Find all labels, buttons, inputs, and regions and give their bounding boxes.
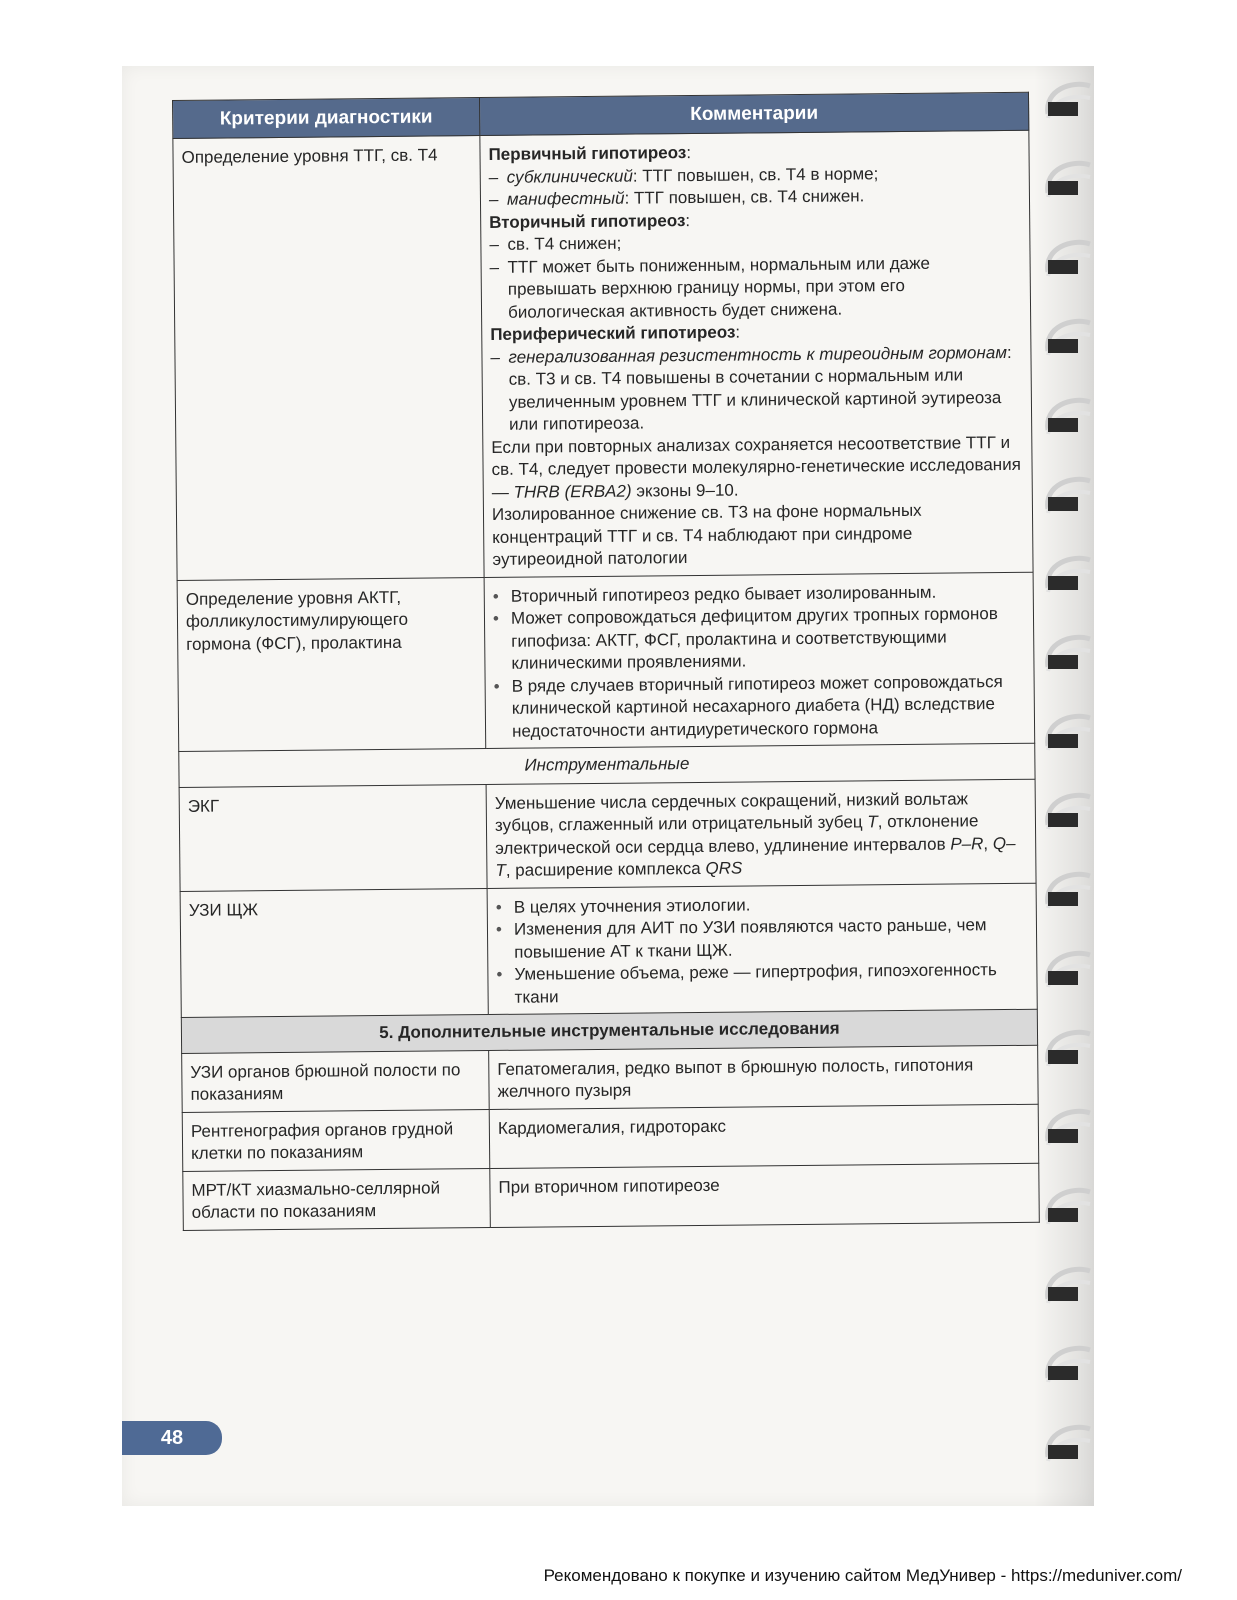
binding-ring	[1048, 400, 1090, 434]
list-item: • Изменения для АИТ по УЗИ появляются часто раньше, чем повышение АТ к ткани ЩЖ.	[495, 915, 987, 962]
binding-ring	[1048, 479, 1090, 513]
binding-ring	[1048, 953, 1090, 987]
binding-ring	[1048, 1032, 1090, 1066]
list-item: • В ряде случаев вторичный гипотиреоз может сопровождаться клинической картиной несахарного диабета (НД) вследствие недостаточности антидиуретического гормона	[493, 671, 1003, 741]
comment-cell	[480, 130, 1033, 577]
list-item: • Уменьшение объема, реже — гипертрофия, гипоэхогенность ткани	[496, 960, 997, 1007]
binding-ring	[1048, 716, 1090, 750]
comment-cell: Кардиомегалия, гидроторакс	[489, 1104, 1039, 1168]
criterion-text: УЗИ ЩЖ	[188, 899, 259, 920]
comment-cell: При вторичном гипотиреозе	[490, 1163, 1040, 1227]
criterion-cell	[173, 136, 484, 580]
criterion-cell: УЗИ органов брюшной полости по показаниям	[182, 1050, 490, 1112]
table-row	[173, 130, 1033, 580]
criterion-cell: МРТ/КТ хиазмально-селлярной области по показаниям	[183, 1168, 491, 1230]
criterion-text: ЭКГ	[187, 796, 220, 816]
euthyroid-note: Изолированное снижение св. Т3 на фоне нормальных концентраций ТТГ и св. Т4 наблюдают при синдроме эутиреоидной патологии	[491, 500, 922, 569]
list-item: – манифестный: ТТГ повышен, св. Т4 снижен.	[488, 186, 865, 209]
instrumental-subheading: Инструментальные	[179, 743, 1035, 787]
binding-ring	[1048, 795, 1090, 829]
comment-cell	[487, 883, 1037, 1015]
binding-ring	[1048, 1348, 1090, 1382]
binding-ring	[1048, 321, 1090, 355]
column-header-comments: Комментарии	[479, 92, 1028, 135]
list-item: – субклинический: ТТГ повышен, св. Т4 в норме;	[488, 163, 879, 187]
binding-ring	[1048, 1427, 1090, 1461]
criterion-cell: Рентгенография органов грудной клетки по показаниям	[182, 1109, 490, 1171]
table-row	[182, 1104, 1039, 1171]
table-row	[177, 572, 1035, 752]
diagnostics-table	[172, 92, 1040, 1231]
column-header-criteria: Критерии диагностики	[173, 98, 480, 139]
peripheral-hypothyroidism-title: Периферический гипотиреоз:	[490, 322, 741, 344]
criterion-cell	[179, 784, 487, 891]
comment-cell: Уменьшение числа сердечных сокращений, низкий вольтаж зубцов, сглаженный или отрицательный зубец T, отклонение электрической оси сердца влево, удлинение интервалов P–R, Q–T, расширение комплекса QRS	[486, 779, 1036, 888]
table-row	[179, 779, 1036, 891]
comment-cell: Гепатомегалия, редко выпот в брюшную полость, гипотония желчного пузыря	[489, 1045, 1039, 1109]
binding-ring	[1048, 1190, 1090, 1224]
spiral-binding	[1042, 70, 1092, 1500]
bullet-list	[496, 891, 1029, 1009]
binding-ring	[1048, 242, 1090, 276]
page-number-badge: 48	[122, 1421, 222, 1455]
table-row	[183, 1163, 1040, 1230]
secondary-hypothyroidism-title: Вторичный гипотиреоз:	[489, 210, 691, 232]
binding-ring	[1048, 558, 1090, 592]
criterion-text: Определение уровня ТТГ, св. Т4	[181, 145, 438, 167]
table-row	[182, 1045, 1039, 1112]
list-item: – св. Т4 снижен;	[489, 233, 622, 254]
binding-ring	[1048, 874, 1090, 908]
table-row	[180, 883, 1037, 1018]
binding-ring	[1048, 1111, 1090, 1145]
list-item: • Может сопровождаться дефицитом других тропных гормонов гипофиза: АКТГ, ФСГ, пролактина и соответствующими клиническими проявлениями.	[492, 604, 998, 673]
bullet-list	[493, 580, 1026, 743]
section-5-heading: 5. Дополнительные инструментальные исследования	[181, 1009, 1037, 1053]
binding-ring	[1048, 163, 1090, 197]
comment-cell	[484, 572, 1035, 749]
spiral-rings-graphic	[1042, 70, 1092, 1500]
list-item: • Вторичный гипотиреоз редко бывает изолированным.	[492, 582, 937, 606]
binding-ring	[1048, 637, 1090, 671]
criterion-cell	[180, 888, 488, 1017]
criterion-text: Определение уровня АКТГ, фолликулостимулирующего гормона (ФСГ), пролактина	[185, 587, 409, 654]
footer-recommendation: Рекомендовано к покупке и изучению сайтом МедУнивер - https://meduniver.com/	[543, 1566, 1182, 1585]
binding-ring	[1048, 84, 1090, 118]
list-item: – ТТГ может быть пониженным, нормальным или даже превышать верхнюю границу нормы, при этом его биологическая активность будет снижена.	[489, 253, 931, 322]
list-item: • В целях уточнения этиологии.	[495, 894, 751, 917]
binding-ring	[1048, 1269, 1090, 1303]
genetic-testing-note: Если при повторных анализах сохраняется несоответствие ТТГ и св. Т4, следует провести молекулярно-генетические исследования — THRB (ERBA2) экзоны 9–10.	[491, 432, 1021, 502]
primary-hypothyroidism-title: Первичный гипотиреоз:	[488, 143, 692, 164]
criterion-cell	[177, 577, 486, 751]
list-item: – генерализованная резистентность к тиреоидным гормонам: св. Т3 и св. Т4 повышены в сочетании с нормальным или увеличенным уровнем ТТГ и клинической картиной эутиреоза или гипотиреоза.	[490, 342, 1012, 434]
